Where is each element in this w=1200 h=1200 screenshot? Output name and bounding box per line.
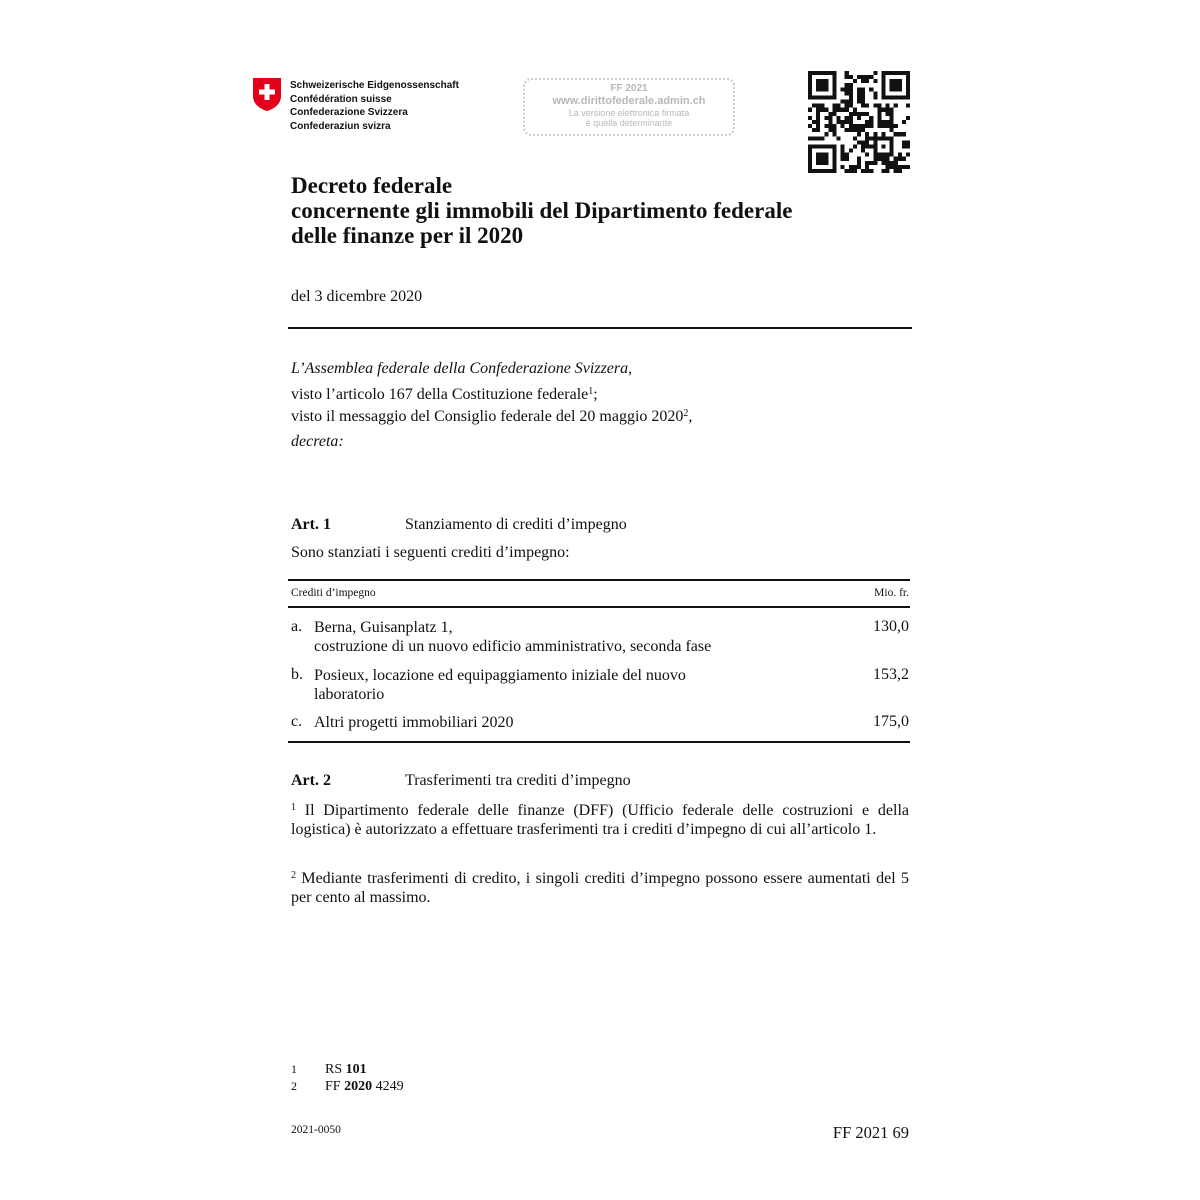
document-date: del 3 dicembre 2020 [291,288,423,305]
footnote-2-text [325,1079,404,1095]
table-header-amount: Mio. fr. [874,587,909,599]
table-row-c-letter: c. [291,713,303,730]
title-line: concernente gli immobili del Dipartimento federale [291,198,793,223]
table-row-b-amount: 153,2 [873,666,909,683]
article-1-title: Stanziamento di crediti d’impegno [405,516,627,533]
preamble-punct: , [688,408,693,425]
article-1-intro: Sono stanziati i seguenti crediti d’impegno: [291,544,570,561]
table-row-a-amount: 130,0 [873,618,909,635]
article-2-paragraph-1 [291,801,909,839]
article-2-number: Art. 2 [291,772,331,789]
swiss-cross-shield-icon [252,76,282,117]
table-cell-line: laboratorio [314,686,385,703]
paragraph-number: 1 [291,802,296,813]
footnote-1-text [325,1062,367,1078]
document-number: 2021-0050 [291,1124,341,1136]
stamp-note-line2: è quella determinante [585,118,673,128]
table-header-credits: Crediti d’impegno [291,587,376,599]
footnote-suffix: 4249 [372,1079,404,1094]
stamp-note-line1: La versione elettronica firmata [568,108,690,118]
paragraph-number: 2 [291,870,296,881]
preamble-assembly: L’Assemblea federale della Confederazione Svizzera, [291,360,633,377]
confederation-name-it: Confederazione Svizzera [290,107,408,118]
title-divider [288,327,912,329]
table-row-c-description: Altri progetti immobiliari 2020 [314,714,514,731]
stamp-website-link[interactable]: www.dirittofederale.admin.ch [552,95,706,107]
article-2-title: Trasferimenti tra crediti d’impegno [405,772,631,789]
footnote-ref-2[interactable]: 2 [683,408,689,419]
footnote-ref-1[interactable]: 1 [588,386,594,397]
table-row-a-description [314,618,711,656]
table-row-b-letter: b. [291,666,303,683]
paragraph-text: Il Dipartimento federale delle finanze (DFF) (Ufficio federale delle costruzioni e della logistica) è autorizzato a effettuare trasferimenti tra i crediti d’impegno di cui all’articolo 1. [291,802,909,838]
table-bottom-rule [288,741,910,743]
confederation-name-fr: Confédération suisse [290,93,392,105]
footnote-1-number: 1 [291,1062,297,1076]
footnote-prefix: FF [325,1079,345,1094]
confederation-name-rm: Confederaziun svizra [290,120,391,132]
preamble-text: visto il messaggio del Consiglio federale del 20 maggio 2020 [291,408,684,425]
table-row-c-amount: 175,0 [873,713,909,730]
table-cell-line: Posieux, locazione ed equipaggiamento iniziale del nuovo [314,667,686,684]
footnote-bold: 101 [345,1062,367,1077]
table-row-a-letter: a. [291,618,303,635]
footnote-bold: 2020 [344,1079,373,1094]
table-row-b-description [314,666,686,704]
title-line: Decreto federale [291,173,453,198]
qr-code-icon [808,71,910,178]
preamble-text: visto l’articolo 167 della Costituzione federale [291,386,589,403]
article-1-number: Art. 1 [291,516,331,533]
table-top-rule [288,579,910,581]
confederation-name-de: Schweizerische Eidgenossenschaft [290,80,459,91]
preamble-line-constitution [291,385,598,404]
preamble-decreta: decreta: [291,433,344,450]
stamp-ff-reference: FF 2021 [610,83,648,94]
document-title [291,173,792,248]
page-reference: FF 2021 69 [832,1123,909,1142]
preamble-line-message [291,407,692,426]
table-header-rule [288,606,910,608]
preamble-punct: ; [593,386,598,403]
paragraph-text: Mediante trasferimenti di credito, i singoli crediti d’impegno possono essere aumentati del 5 per cento al massimo. [291,870,909,906]
table-cell-line: costruzione di un nuovo edificio amministrativo, seconda fase [314,638,712,655]
confederation-names [290,79,459,133]
table-cell-line: Berna, Guisanplatz 1, [314,619,453,636]
footnote-2-number: 2 [291,1079,297,1093]
electronic-version-stamp [523,78,735,136]
footnote-prefix: RS [325,1062,346,1077]
article-2-paragraph-2 [291,869,909,907]
title-line: delle finanze per il 2020 [291,223,524,248]
